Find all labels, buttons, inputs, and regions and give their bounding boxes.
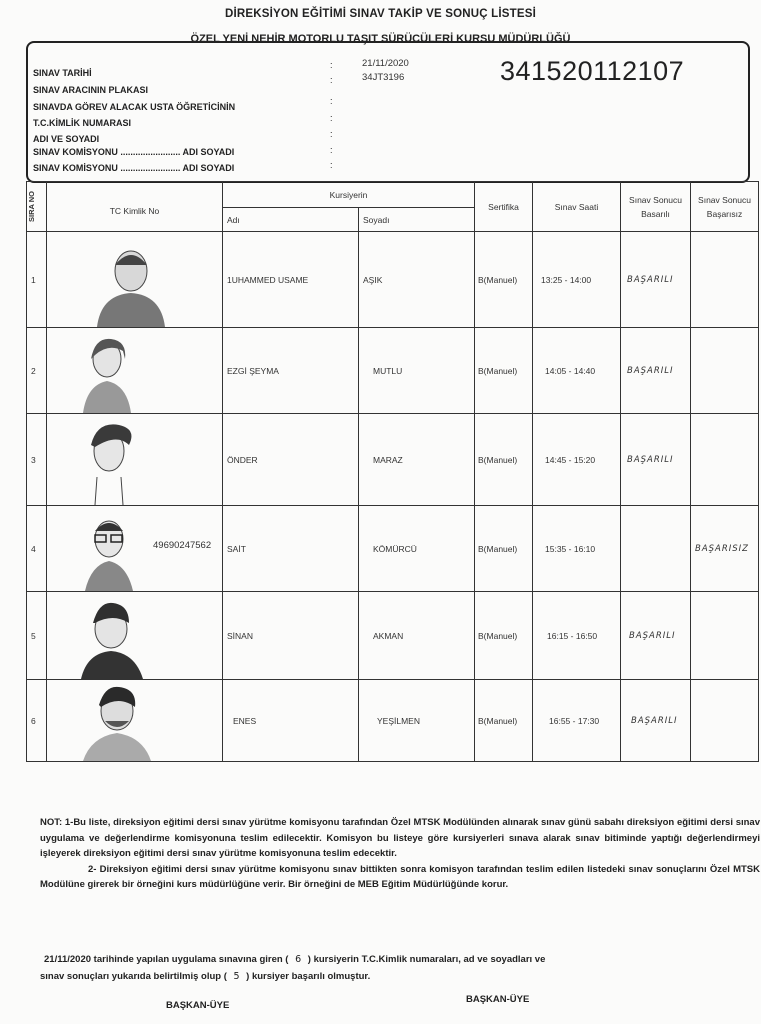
field-label-tc-number: T.C.KİMLİK NUMARASI (33, 118, 131, 128)
cell-sertifika: B(Manuel) (475, 414, 533, 506)
row-number: 2 (27, 328, 47, 414)
cell-basarili: BAŞARILI (621, 414, 691, 506)
summary-count-passed: 5 (233, 971, 240, 982)
photo-cell (47, 680, 223, 762)
summary-text-3: sınav sonuçları yukarıda belirtilmiş olup ( (40, 971, 227, 982)
note-2: 2- Direksiyon eğitimi dersi sınav yürütme komisyonu sınav bittikten sonra komisyon tarafından teslim edilen listedeki sınav sonuçlarını Özel MTSK Modülüne girerek bir örneğini kurs müdürlüğüne verir. Bir örneğini de MEB Eğitim Müdürlüğünde korur. (40, 863, 760, 890)
cell-basarisiz (691, 328, 759, 414)
student-photo (47, 681, 223, 761)
cell-basarisiz (691, 414, 759, 506)
summary-line-2 (40, 970, 755, 984)
cell-adi: ENES (223, 680, 359, 762)
field-value-exam-date: 21/11/2020 (362, 58, 409, 69)
cell-sinav-saati: 13:25 - 14:00 (533, 232, 621, 328)
summary-text-1: tarihinde yapılan uygulama sınavına giren ( (93, 954, 289, 965)
cell-sinav-saati: 14:05 - 14:40 (533, 328, 621, 414)
cell-adi: 1UHAMMED USAME (223, 232, 359, 328)
row-number: 1 (27, 232, 47, 328)
cell-adi: ÖNDER (223, 414, 359, 506)
student-photo (47, 415, 223, 505)
table-row (27, 506, 759, 592)
photo-cell (47, 232, 223, 328)
header-tc-kimlik: TC Kimlik No (47, 182, 223, 232)
cell-soyadi: AKMAN (359, 592, 475, 680)
exam-number: 341520112107 (500, 56, 685, 86)
field-label-commission-2: SINAV KOMİSYONU ........................ ADI SOYADI (33, 163, 235, 173)
header-sertifika: Sertifika (475, 182, 533, 232)
cell-adi: EZGİ ŞEYMA (223, 328, 359, 414)
cell-basarisiz (691, 592, 759, 680)
cell-basarili: BAŞARILI (621, 592, 691, 680)
cell-soyadi: KÖMÜRCÜ (359, 506, 475, 592)
photo-cell (47, 414, 223, 506)
cell-basarisiz: BAŞARISIZ (691, 506, 759, 592)
photo-cell (47, 506, 223, 592)
note-1: NOT: 1-Bu liste, direksiyon eğitimi dersi sınav yürütme komisyonu tarafından Özel MTSK Modülünden alınarak sınav günü sabahı direksiyon eğitimi dersi sınav uygulama ve değerlendirme komisyonuna teslim edilecektir. Komisyon bu listeye göre kursiyerleri sınava alarak sınav bitiminde yaptığı değerlendirmeyi işleyerek direksiyon eğitimi dersi sınav yürütme komisyonuna teslim edecektir. (40, 817, 760, 859)
row-number: 5 (27, 592, 47, 680)
cell-soyadi: MARAZ (359, 414, 475, 506)
cell-basarili: BAŞARILI (621, 680, 691, 762)
field-colon: : (330, 160, 333, 170)
cell-soyadi: YEŞİLMEN (359, 680, 475, 762)
cell-sinav-saati: 16:15 - 16:50 (533, 592, 621, 680)
field-colon: : (330, 75, 333, 85)
row-number: 4 (27, 506, 47, 592)
student-photo (47, 593, 223, 679)
table-row (27, 414, 759, 506)
summary-text-2: ) kursiyerin T.C.Kimlik numaraları, ad ve soyadları ve (307, 954, 546, 965)
header-soyadi: Soyadı (359, 208, 475, 232)
student-photo (47, 329, 223, 413)
header-basarili: Sınav Sonucu Basarılı (621, 182, 691, 232)
field-label-commission-1: SINAV KOMİSYONU ........................ ADI SOYADI (33, 147, 235, 157)
field-label-exam-date: SINAV TARİHİ (33, 68, 92, 78)
cell-soyadi: AŞIK (359, 232, 475, 328)
cell-sertifika: B(Manuel) (475, 328, 533, 414)
document-subtitle: ÖZEL YENİ NEHİR MOTORLU TAŞIT SÜRÜCÜLERİ KURSU MÜDÜRLÜĞÜ (190, 33, 571, 45)
signature-left: BAŞKAN-ÜYE (166, 1000, 230, 1011)
cell-sinav-saati: 14:45 - 15:20 (533, 414, 621, 506)
cell-adi: SİNAN (223, 592, 359, 680)
header-sinav-saati: Sınav Saati (533, 182, 621, 232)
field-label-name-surname: ADI VE SOYADI (33, 134, 100, 144)
field-colon: : (330, 113, 333, 123)
header-kursiyerin: Kursiyerin (223, 182, 475, 208)
cell-sinav-saati: 16:55 - 17:30 (533, 680, 621, 762)
header-basarisiz: Sınav Sonucu Başarısız (691, 182, 759, 232)
cell-basarisiz (691, 232, 759, 328)
notes-section (40, 815, 760, 893)
cell-basarili: BAŞARILI (621, 328, 691, 414)
summary-text-4: ) kursiyer başarılı olmuştur. (246, 971, 371, 982)
field-value-vehicle-plate: 34JT3196 (362, 72, 405, 83)
summary-line-1 (44, 953, 759, 967)
field-colon: : (330, 129, 333, 139)
summary-count-entered: 6 (295, 954, 302, 965)
summary-date: 21/11/2020 (44, 954, 92, 965)
cell-sertifika: B(Manuel) (475, 232, 533, 328)
field-colon: : (330, 96, 333, 106)
row-number: 6 (27, 680, 47, 762)
exam-results-table (26, 181, 759, 762)
field-colon: : (330, 60, 333, 70)
signature-right: BAŞKAN-ÜYE (466, 994, 530, 1005)
photo-cell (47, 328, 223, 414)
cell-sertifika: B(Manuel) (475, 680, 533, 762)
field-colon: : (330, 145, 333, 155)
cell-soyadi: MUTLU (359, 328, 475, 414)
cell-tc-kimlik: 49690247562 (153, 540, 212, 551)
header-adi: Adı (223, 208, 359, 232)
table-row (27, 232, 759, 328)
cell-sertifika: B(Manuel) (475, 592, 533, 680)
table-row (27, 680, 759, 762)
table-row (27, 328, 759, 414)
cell-basarisiz (691, 680, 759, 762)
cell-basarili: BAŞARILI (621, 232, 691, 328)
photo-cell (47, 592, 223, 680)
cell-adi: SAİT (223, 506, 359, 592)
cell-basarili (621, 506, 691, 592)
table-row (27, 592, 759, 680)
field-label-instructor: SINAVDA GÖREV ALACAK USTA ÖĞRETİCİNİN (33, 102, 236, 112)
student-photo (47, 233, 223, 327)
field-label-vehicle-plate: SINAV ARACININ PLAKASI (33, 85, 149, 95)
header-sira-no: SIRA NO (27, 182, 47, 232)
cell-sinav-saati: 15:35 - 16:10 (533, 506, 621, 592)
document-title: DİREKSİYON EĞİTİMİ SINAV TAKİP VE SONUÇ LİSTESİ (225, 8, 536, 20)
row-number: 3 (27, 414, 47, 506)
cell-sertifika: B(Manuel) (475, 506, 533, 592)
